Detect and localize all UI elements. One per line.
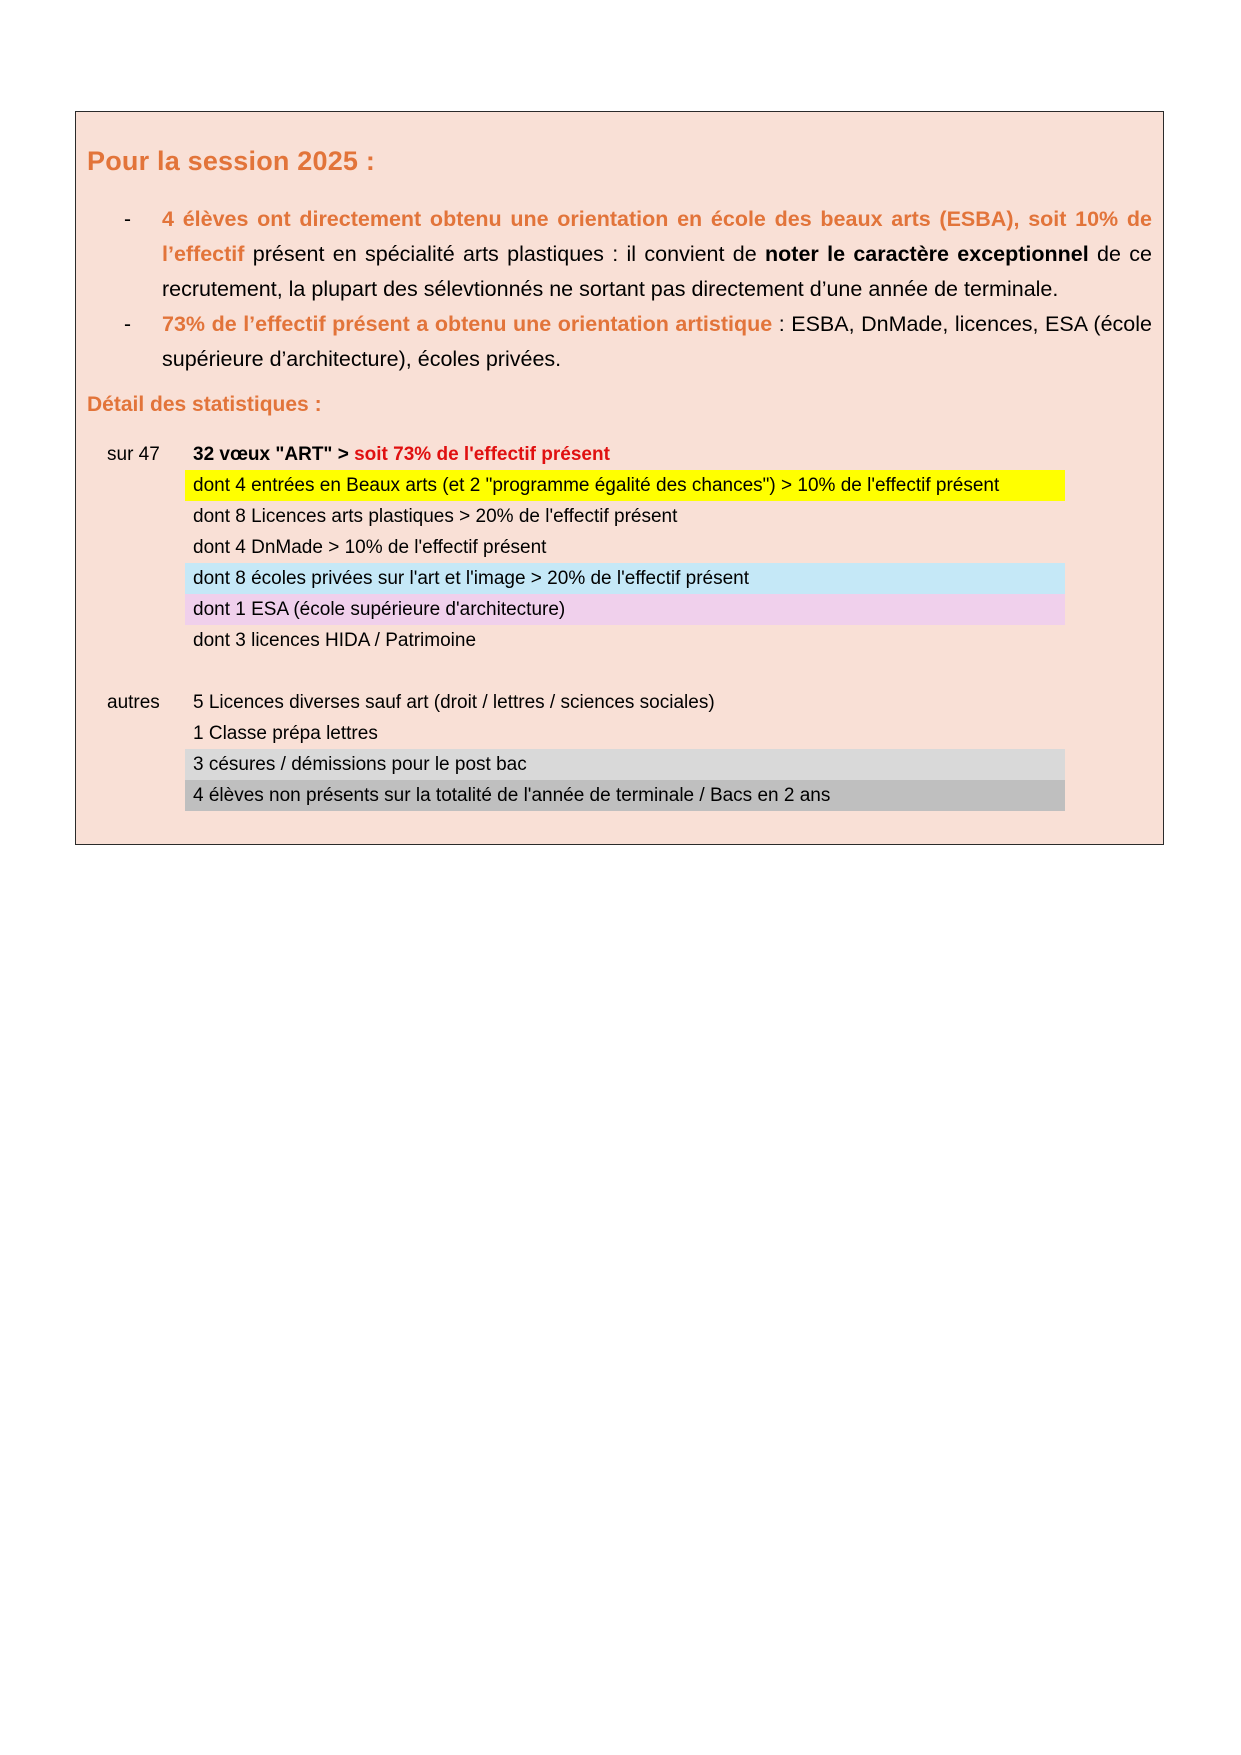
stat-row-prepa: 1 Classe prépa lettres [193,723,378,744]
artistic-highlight: 73% de l’effectif présent a obtenu une orientation artistique [162,312,773,336]
artistic-text: : ESBA, DnMade, licences, ESA (école supérieure d’architecture), écoles privées. [162,312,1152,371]
stats-subheading: Détail des statistiques : [87,393,322,416]
stat-row-total-art [185,439,1065,470]
stat-row-dnmade: dont 4 DnMade > 10% de l'effectif présent [193,537,547,558]
stat-row-cesures: 3 césures / démissions pour le post bac [185,749,1065,780]
stat-row-licences-arts: dont 8 Licences arts plastiques > 20% de l'effectif présent [193,506,678,527]
stat-row-beaux-arts: dont 4 entrées en Beaux arts (et 2 "programme égalité des chances") > 10% de l'effectif présent [185,470,1065,501]
esba-text-a: présent en spécialité arts plastiques : il convient de [244,242,766,266]
bullet-marker: - [124,313,131,336]
group-label-total: sur 47 [107,444,160,465]
session-heading: Pour la session 2025 : [87,146,376,176]
bullet-paragraph-esba [162,202,1152,307]
stat-row-licences-diverses: 5 Licences diverses sauf art (droit / lettres / sciences sociales) [193,692,715,713]
stat-row-non-presents: 4 élèves non présents sur la totalité de l'année de terminale / Bacs en 2 ans [185,780,1065,811]
session-summary-box [75,111,1164,845]
stat-row-ecoles-privees: dont 8 écoles privées sur l'art et l'image > 20% de l'effectif présent [185,563,1065,594]
stat-row-esa: dont 1 ESA (école supérieure d'architecture) [185,594,1065,625]
art-wishes-percent: soit 73% de l'effectif présent [354,444,610,465]
bullet-marker: - [124,208,131,231]
stat-row-hida: dont 3 licences HIDA / Patrimoine [193,630,477,651]
esba-text-b: de ce recrutement, la plupart des sélevtionnés ne sortant pas directement d’une année de terminale. [162,242,1152,301]
group-label-others: autres [107,692,160,713]
bullet-paragraph-artistic [162,307,1152,377]
art-wishes-count: 32 vœux "ART" > [193,444,355,465]
esba-bold: noter le caractère exceptionnel [765,242,1089,266]
esba-highlight: 4 élèves ont directement obtenu une orientation en école des beaux arts (ESBA), soit 10% de l’effectif [162,207,1152,266]
